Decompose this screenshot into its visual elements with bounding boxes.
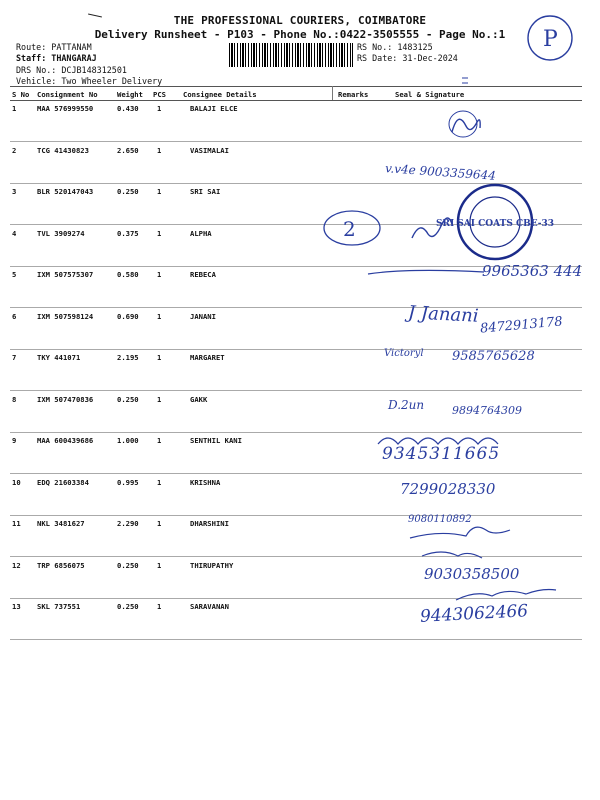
row7-handwritten-phone: 9585765628 (452, 349, 535, 364)
cell-consignee: SARAVANAN (190, 602, 229, 611)
cell-pcs: 1 (157, 104, 162, 113)
route-label: Route: PATTANAM (16, 42, 92, 52)
cell-sno: 12 (12, 560, 21, 570)
row8-handwritten-phone: 9894764309 (452, 404, 522, 417)
cell-sno: 13 (12, 602, 21, 611)
signature-row12 (422, 552, 482, 558)
stamp-text: SRI SAI COATS CBE-33 (435, 219, 555, 229)
cell-sno: 10 (12, 477, 21, 487)
staff-label: Staff: THANGARAJ (16, 53, 97, 63)
cell-consignment: TKY 441071 (37, 353, 81, 362)
signature-row11 (410, 527, 510, 538)
cell-consignment: IXM 507470836 (37, 394, 94, 404)
signature-row13 (456, 590, 556, 601)
row9-handwritten-phone: 9345311665 (382, 444, 501, 464)
cell-consignment: IXM 507575307 (37, 270, 94, 279)
cell-sno: 7 (12, 353, 17, 362)
cell-weight: 0.375 (117, 228, 139, 238)
cell-consignment: MAA 576999550 (37, 104, 94, 113)
cell-weight: 2.290 (117, 519, 139, 528)
col-weight: Weight (117, 90, 143, 99)
cell-weight: 2.195 (117, 353, 139, 362)
cell-weight: 0.995 (117, 477, 139, 487)
cell-consignee: SRI SAI (190, 187, 221, 196)
col-consignee: Consignee Details (183, 90, 257, 99)
row8-handwritten-name: D.2un (388, 398, 425, 412)
cell-consignment: SKL 737551 (37, 602, 81, 611)
cell-consignee: JANANI (190, 311, 216, 321)
vehicle-label: Vehicle: Two Wheeler Delivery (16, 76, 163, 86)
row10-handwritten-phone: 7299028330 (400, 480, 496, 498)
cell-consignment: NKL 3481627 (37, 519, 85, 528)
runsheet-title: Delivery Runsheet - P103 - Phone No.:0422-3505555 - Page No.:1 (94, 28, 506, 41)
cell-pcs: 1 (157, 519, 162, 528)
cell-weight: 0.250 (117, 602, 139, 611)
row6-handwritten-name: J Janani (407, 302, 480, 327)
cell-consignee: SENTHIL KANI (190, 436, 242, 445)
company-title: THE PROFESSIONAL COURIERS, COIMBATORE (173, 14, 427, 27)
cell-pcs: 1 (157, 560, 162, 570)
cell-consignee: THIRUPATHY (190, 560, 234, 570)
cell-sno: 8 (12, 394, 17, 404)
cell-consignment: TVL 3909274 (37, 228, 85, 238)
rs-number: RS No.: 1483125 (357, 42, 433, 52)
cell-weight: 0.250 (117, 560, 139, 570)
cell-sno: 11 (12, 519, 21, 528)
row11-handwritten-phone: 9080110892 (408, 514, 472, 525)
cell-weight: 0.250 (117, 394, 139, 404)
cell-pcs: 1 (157, 311, 162, 321)
cell-weight: 0.430 (117, 104, 139, 113)
col-seal-signature: Seal & Signature (395, 90, 465, 99)
cell-consignee: MARGARET (190, 353, 225, 362)
cell-pcs: 1 (157, 602, 162, 611)
col-remarks: Remarks (338, 90, 369, 99)
cell-consignee: BALAJI ELCE (190, 104, 238, 113)
row13-handwritten-phone: 9443062466 (419, 601, 529, 627)
cell-consignment: BLR 520147043 (37, 187, 94, 196)
cell-sno: 3 (12, 187, 17, 196)
cell-consignee: VASIMALAI (190, 145, 229, 155)
cell-pcs: 1 (157, 228, 162, 238)
cell-consignee: GAKK (190, 394, 208, 404)
cell-pcs: 1 (157, 394, 162, 404)
cell-weight: 0.690 (117, 311, 139, 321)
cell-sno: 5 (12, 270, 17, 279)
cell-pcs: 1 (157, 477, 162, 487)
cell-weight: 1.000 (117, 436, 139, 445)
cell-weight: 0.250 (117, 187, 139, 196)
row12-handwritten-phone: 9030358500 (424, 565, 520, 583)
cell-pcs: 1 (157, 145, 162, 155)
col-sno: S No (12, 90, 30, 99)
cell-consignment: TRP 6856075 (37, 560, 85, 570)
cell-consignment: EDQ 21603384 (37, 477, 89, 487)
cell-consignee: REBECA (190, 270, 216, 279)
cell-sno: 9 (12, 436, 17, 445)
row4-circle-number: 2 (343, 217, 356, 241)
cell-weight: 0.580 (117, 270, 139, 279)
cell-sno: 2 (12, 145, 17, 155)
cell-consignee: ALPHA (190, 228, 212, 238)
cell-consignee: DHARSHINI (190, 519, 229, 528)
drs-number: DRS No.: DCJB148312501 (16, 65, 127, 75)
col-consignment: Consignment No (37, 90, 98, 99)
cell-sno: 4 (12, 228, 17, 238)
row7-handwritten-name: Victoryl (384, 348, 424, 359)
rs-date: RS Date: 31-Dec-2024 (357, 53, 458, 63)
cell-pcs: 1 (157, 436, 162, 445)
row2-handwritten-phone: v.v4e 9003359644 (384, 161, 497, 183)
cell-sno: 1 (12, 104, 17, 113)
cell-pcs: 1 (157, 270, 162, 279)
col-pcs: PCS (153, 90, 166, 99)
cell-consignee: KRISHNA (190, 477, 221, 487)
cell-pcs: 1 (157, 353, 162, 362)
row5-handwritten-phone: 9965363 444 (482, 262, 583, 280)
row6-handwritten-phone: 8472913178 (479, 314, 564, 337)
cell-sno: 6 (12, 311, 17, 321)
cell-pcs: 1 (157, 187, 162, 196)
cell-weight: 2.650 (117, 145, 139, 155)
cell-consignment: MAA 600439686 (37, 436, 94, 445)
cell-consignment: TCG 41430823 (37, 145, 89, 155)
page-circle-letter: P (543, 27, 558, 52)
cell-consignment: IXM 507598124 (37, 311, 94, 321)
